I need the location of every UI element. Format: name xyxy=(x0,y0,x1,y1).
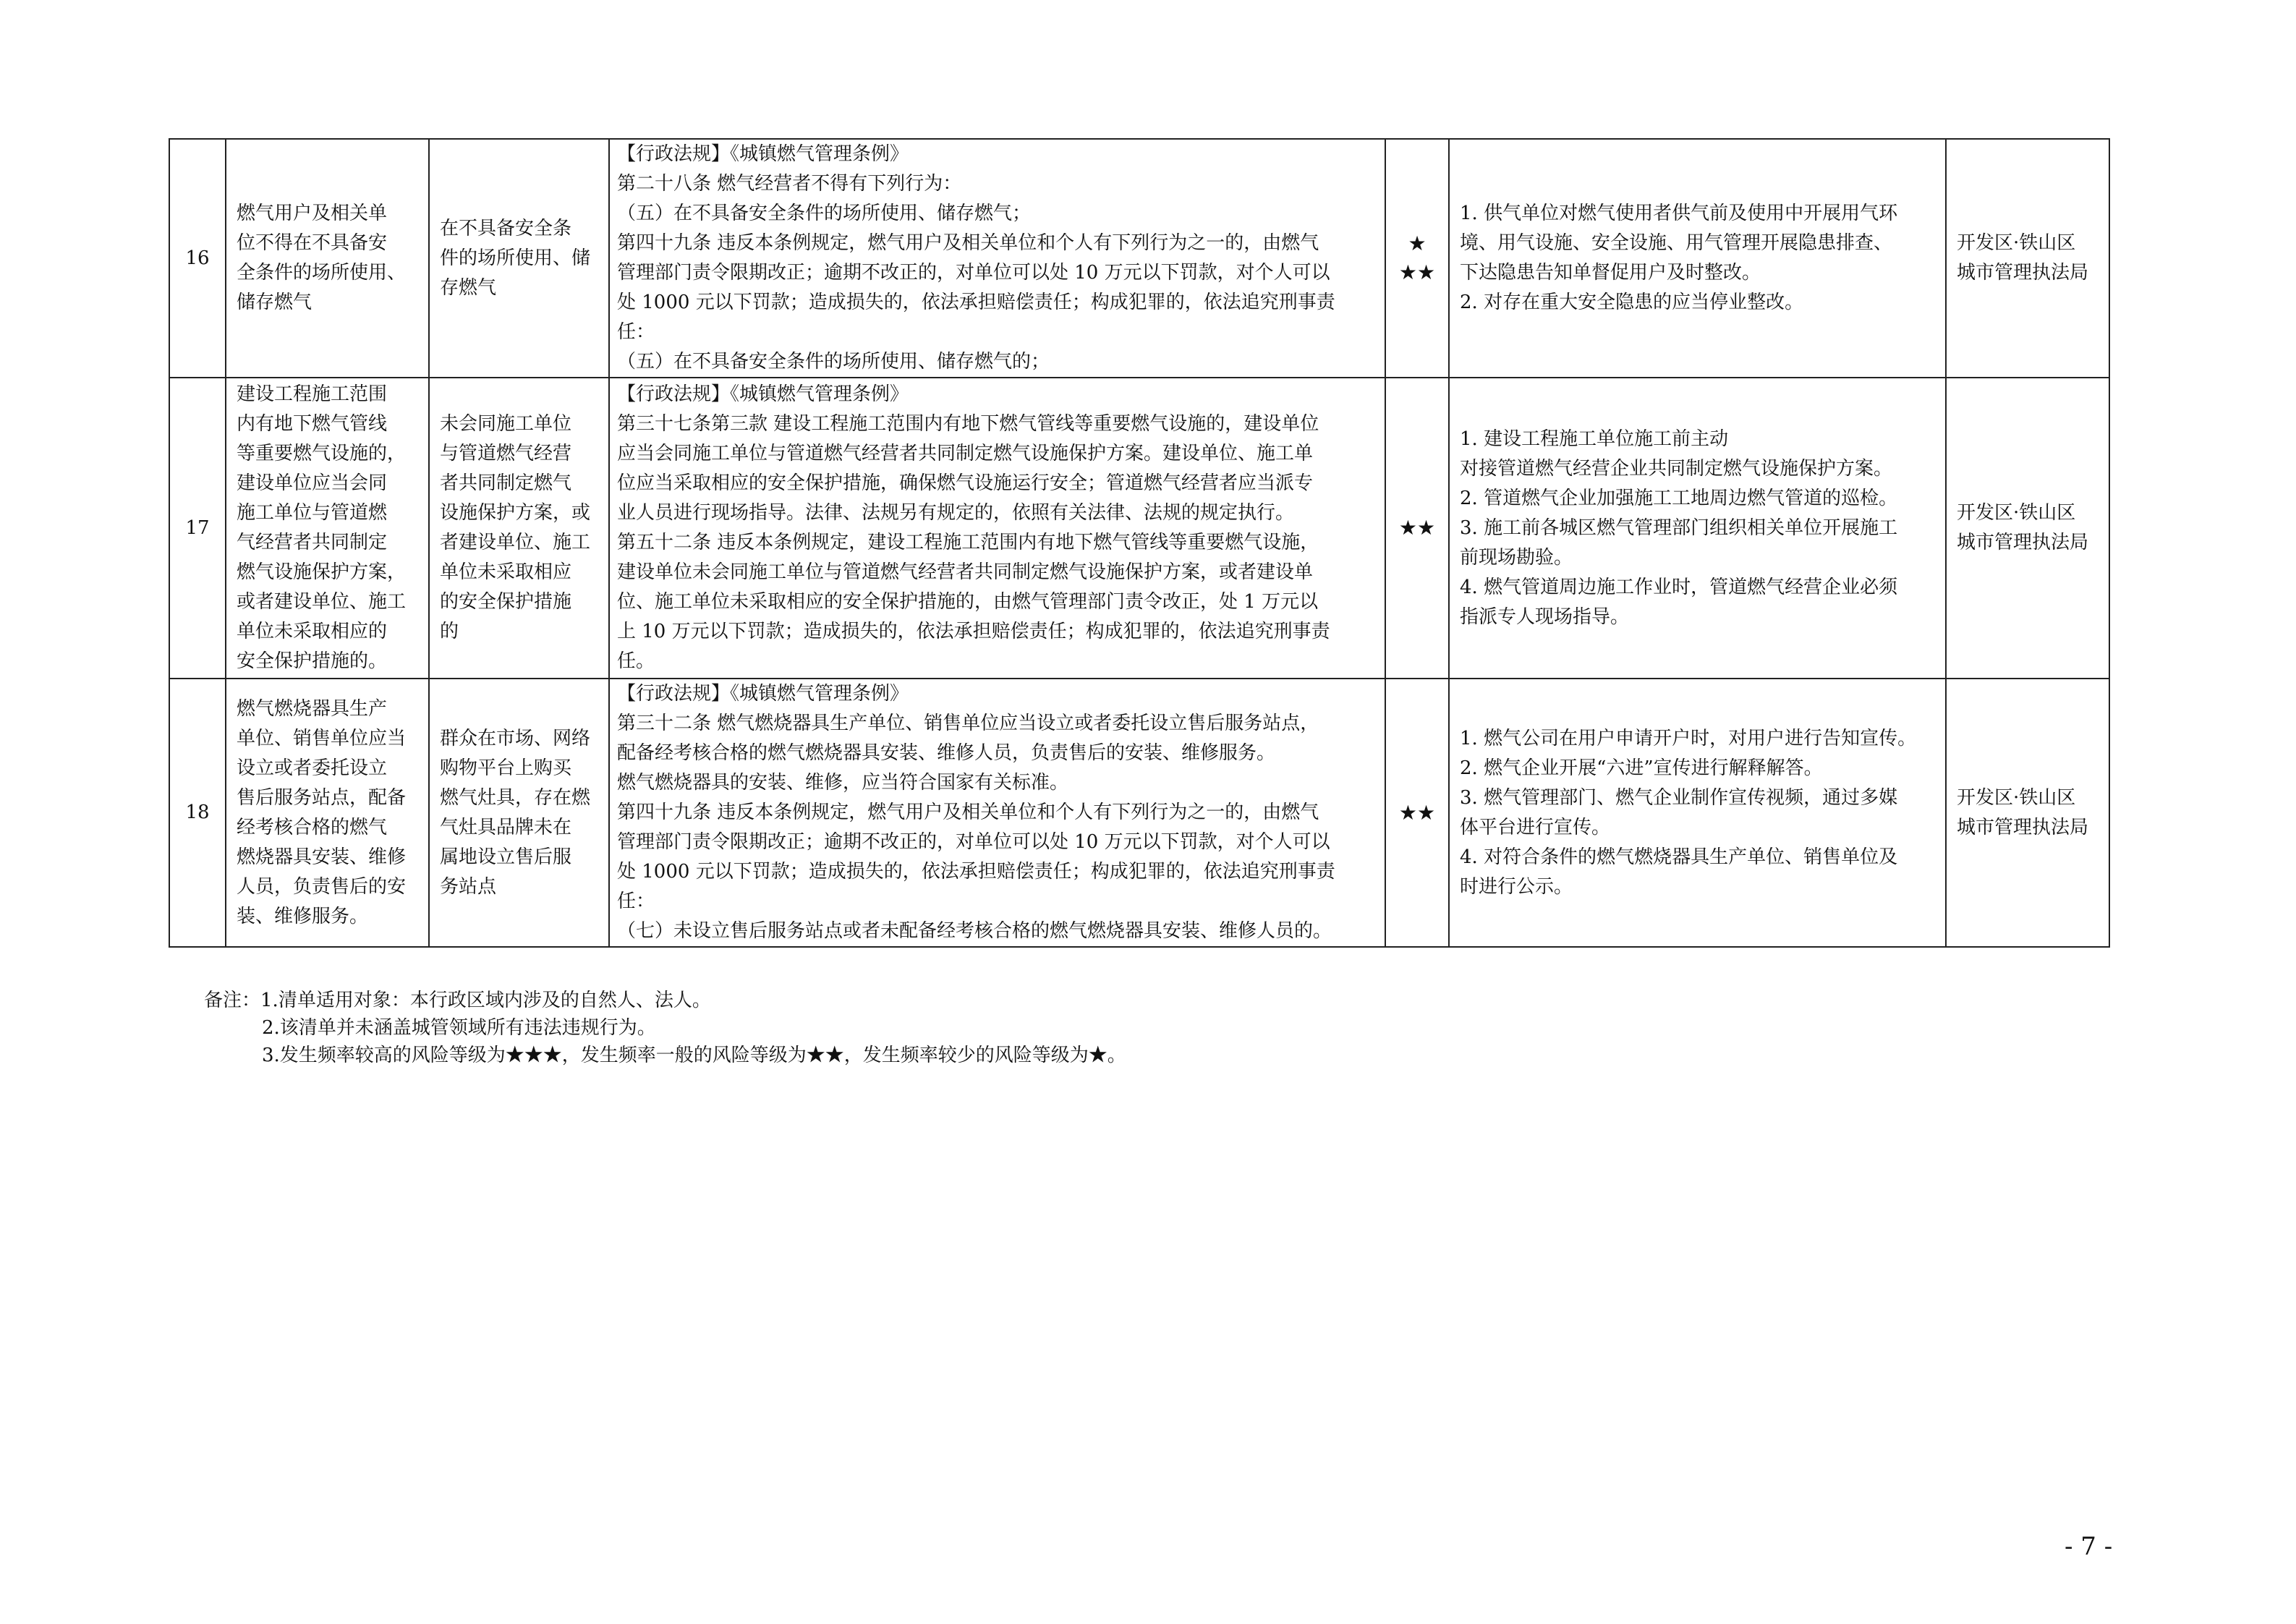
text-line: 处 1000 元以下罚款；造成损失的，依法承担赔偿责任；构成犯罪的，依法追究刑事责 xyxy=(617,292,1335,313)
text-line: 3. 燃气管理部门、燃气企业制作宣传视频，通过多媒 xyxy=(1460,786,1898,809)
row-number-cell xyxy=(169,679,226,947)
legal-basis-cell xyxy=(609,139,1385,378)
text-line: 城市管理执法局 xyxy=(1957,262,2089,284)
text-line: 经考核合格的燃气 xyxy=(237,816,388,838)
row-number: 18 xyxy=(185,802,210,823)
text-line: 燃气燃烧器具的安装、维修，应当符合国家有关标准。 xyxy=(617,772,1069,794)
remarks xyxy=(204,987,1126,1069)
text-line: 位不得在不具备安 xyxy=(237,232,388,254)
typical-case-cell xyxy=(429,378,609,679)
typical-case-cell xyxy=(429,139,609,378)
text-line: 燃气燃烧器具生产 xyxy=(237,697,388,720)
text-line: 未会同施工单位 xyxy=(440,413,572,435)
text-line: 位、施工单位未采取相应的安全保护措施的，由燃气管理部门责令改正，处 1 万元以 xyxy=(617,591,1319,613)
table-row xyxy=(169,378,2109,679)
text-line: 位应当采取相应的安全保护措施，确保燃气设施运行安全；管道燃气经营者应当派专 xyxy=(617,472,1314,494)
text-line: 储存燃气 xyxy=(237,292,312,313)
text-line: 第三十二条 燃气燃烧器具生产单位、销售单位应当设立或者委托设立售后服务站点， xyxy=(617,713,1319,734)
text-line: 【行政法规】《城镇燃气管理条例》 xyxy=(617,143,909,165)
text-line: 任： xyxy=(617,321,655,343)
text-line: 4. 燃气管道周边施工作业时，管道燃气经营企业必须 xyxy=(1460,576,1898,598)
text-line: 施工单位与管道燃 xyxy=(237,502,388,524)
text-line: 人员，负责售后的安 xyxy=(237,875,407,898)
text-line: 上 10 万元以下罚款；造成损失的，依法承担赔偿责任；构成犯罪的，依法追究刑事责 xyxy=(617,621,1330,642)
text-line: 建设单位应当会同 xyxy=(237,472,388,494)
violation-item-cell xyxy=(226,139,429,378)
text-line: 城市管理执法局 xyxy=(1957,532,2089,553)
text-line: 务站点 xyxy=(440,875,497,898)
text-line: （七）未设立售后服务站点或者未配备经考核合格的燃气燃烧器具安装、维修人员的。 xyxy=(617,920,1332,942)
legal-basis-cell xyxy=(609,378,1385,679)
text-line: 安全保护措施的。 xyxy=(237,650,388,672)
page-number: - 7 - xyxy=(2065,1532,2113,1561)
text-line: 全条件的场所使用、 xyxy=(237,262,407,284)
prevention-measures-cell xyxy=(1449,378,1946,679)
remark-line-3 xyxy=(204,1042,1126,1069)
text-line: 燃气灶具，存在燃 xyxy=(440,786,591,809)
text-line: 者建设单位、施工 xyxy=(440,532,591,553)
text-line: 的安全保护措施 xyxy=(440,591,572,613)
text-line: 燃气设施保护方案， xyxy=(237,561,407,583)
text-line: 建设工程施工范围 xyxy=(237,383,388,405)
legal-basis-cell xyxy=(609,679,1385,947)
prevention-measures-cell xyxy=(1449,139,1946,378)
text-line: 在不具备安全条 xyxy=(440,217,572,239)
text-line: 前现场勘验。 xyxy=(1460,546,1573,569)
remark-label: 备注： xyxy=(204,990,261,1011)
row-number: 16 xyxy=(185,247,210,269)
text-line: 开发区·铁山区 xyxy=(1957,786,2076,809)
text-line: 1. 建设工程施工单位施工前主动 xyxy=(1460,428,1729,450)
text-line: 购物平台上购买 xyxy=(440,757,572,779)
text-line: 第四十九条 违反本条例规定，燃气用户及相关单位和个人有下列行为之一的，由燃气 xyxy=(617,802,1319,823)
text-line: 时进行公示。 xyxy=(1460,875,1573,898)
text-line: 设施保护方案，或 xyxy=(440,502,591,524)
text-line: 1. 燃气公司在用户申请开户时，对用户进行告知宣传。 xyxy=(1460,727,1917,749)
text-line: 2. 燃气企业开展“六进”宣传进行解释解答。 xyxy=(1460,757,1823,779)
text-line: 单位、销售单位应当 xyxy=(237,727,407,749)
risk-level-cell xyxy=(1385,679,1449,947)
responsible-department-cell xyxy=(1946,139,2109,378)
text-line: 应当会同施工单位与管道燃气经营者共同制定燃气设施保护方案。建设单位、施工单 xyxy=(617,443,1314,464)
text-line: 设立或者委托设立 xyxy=(237,757,388,779)
text-line: 城市管理执法局 xyxy=(1957,816,2089,838)
row-number-cell xyxy=(169,139,226,378)
text-line: 2. 管道燃气企业加强施工工地周边燃气管道的巡检。 xyxy=(1460,487,1898,509)
violation-item-cell xyxy=(226,378,429,679)
text-line: 建设单位未会同施工单位与管道燃气经营者共同制定燃气设施保护方案，或者建设单 xyxy=(617,561,1314,583)
remark-item: 3.发生频率较高的风险等级为★★★，发生频率一般的风险等级为★★，发生频率较少的风险等级为★。 xyxy=(262,1045,1126,1066)
text-line: 内有地下燃气管线 xyxy=(237,413,388,435)
text-line: 体平台进行宣传。 xyxy=(1460,816,1611,838)
text-line: 者共同制定燃气 xyxy=(440,472,572,494)
risk-stars: ★ xyxy=(1408,231,1427,255)
text-line: 对接管道燃气经营企业共同制定燃气设施保护方案。 xyxy=(1460,457,1893,480)
text-line: 等重要燃气设施的， xyxy=(237,443,407,464)
remark-item: 2.该清单并未涵盖城管领域所有违法违规行为。 xyxy=(262,1017,656,1039)
text-line: 任： xyxy=(617,890,655,912)
text-line: 气经营者共同制定 xyxy=(237,532,388,553)
text-line: 任。 xyxy=(617,650,655,672)
text-line: 4. 对符合条件的燃气燃烧器具生产单位、销售单位及 xyxy=(1460,846,1898,868)
text-line: 售后服务站点，配备 xyxy=(237,786,407,809)
text-line: 1. 供气单位对燃气使用者供气前及使用中开展用气环 xyxy=(1460,203,1898,224)
text-line: 属地设立售后服 xyxy=(440,846,572,868)
text-line: 第三十七条第三款 建设工程施工范围内有地下燃气管线等重要燃气设施的，建设单位 xyxy=(617,413,1319,435)
risk-stars: ★★ xyxy=(1398,800,1436,825)
text-line: 境、用气设施、安全设施、用气管理开展隐患排查、 xyxy=(1460,232,1893,254)
risk-level-cell xyxy=(1385,139,1449,378)
text-line: 管理部门责令限期改正；逾期不改正的，对单位可以处 10 万元以下罚款，对个人可以 xyxy=(617,831,1330,853)
typical-case-cell xyxy=(429,679,609,947)
text-line: 单位未采取相应的 xyxy=(237,621,388,642)
text-line: 配备经考核合格的燃气燃烧器具安装、维修人员，负责售后的安装、维修服务。 xyxy=(617,742,1276,764)
text-line: 业人员进行现场指导。法律、法规另有规定的，依照有关法律、法规的规定执行。 xyxy=(617,502,1295,524)
text-line: 或者建设单位、施工 xyxy=(237,591,407,613)
prevention-measures-cell xyxy=(1449,679,1946,947)
text-line: 第四十九条 违反本条例规定，燃气用户及相关单位和个人有下列行为之一的，由燃气 xyxy=(617,232,1319,254)
text-line: 存燃气 xyxy=(440,276,497,299)
table-row xyxy=(169,679,2109,947)
text-line: 的 xyxy=(440,621,459,642)
risk-list-table xyxy=(169,138,2110,948)
text-line: 【行政法规】《城镇燃气管理条例》 xyxy=(617,383,909,405)
text-line: 第五十二条 违反本条例规定，建设工程施工范围内有地下燃气管线等重要燃气设施， xyxy=(617,532,1319,553)
text-line: 装、维修服务。 xyxy=(237,905,369,927)
text-line: （五）在不具备安全条件的场所使用、储存燃气的； xyxy=(617,351,1050,373)
table-row xyxy=(169,139,2109,378)
risk-level-cell xyxy=(1385,378,1449,679)
text-line: 下达隐患告知单督促用户及时整改。 xyxy=(1460,262,1761,284)
text-line: 开发区·铁山区 xyxy=(1957,232,2076,254)
responsible-department-cell xyxy=(1946,679,2109,947)
remark-line-1 xyxy=(204,987,1126,1014)
text-line: 件的场所使用、储 xyxy=(440,247,591,269)
row-number: 17 xyxy=(185,516,210,539)
row-number-cell xyxy=(169,378,226,679)
text-line: 气灶具品牌未在 xyxy=(440,816,572,838)
text-line: 群众在市场、网络 xyxy=(440,727,591,749)
remark-item: 1.清单适用对象：本行政区域内涉及的自然人、法人。 xyxy=(260,990,711,1011)
text-line: 第二十八条 燃气经营者不得有下列行为： xyxy=(617,173,962,195)
violation-item-cell xyxy=(226,679,429,947)
text-line: 单位未采取相应 xyxy=(440,561,572,583)
remark-line-2 xyxy=(204,1014,1126,1042)
text-line: 燃气用户及相关单 xyxy=(237,203,388,224)
text-line: 与管道燃气经营 xyxy=(440,443,572,464)
text-line: 开发区·铁山区 xyxy=(1957,502,2076,524)
text-line: 燃烧器具安装、维修 xyxy=(237,846,407,868)
text-line: 2. 对存在重大安全隐患的应当停业整改。 xyxy=(1460,292,1804,313)
risk-stars: ★★ xyxy=(1398,516,1436,540)
risk-stars: ★★ xyxy=(1398,260,1436,284)
text-line: 处 1000 元以下罚款；造成损失的，依法承担赔偿责任；构成犯罪的，依法追究刑事责 xyxy=(617,861,1335,883)
text-line: 【行政法规】《城镇燃气管理条例》 xyxy=(617,683,909,705)
text-line: （五）在不具备安全条件的场所使用、储存燃气； xyxy=(617,203,1032,224)
text-line: 管理部门责令限期改正；逾期不改正的，对单位可以处 10 万元以下罚款，对个人可以 xyxy=(617,262,1330,284)
text-line: 3. 施工前各城区燃气管理部门组织相关单位开展施工 xyxy=(1460,516,1898,539)
text-line: 指派专人现场指导。 xyxy=(1460,605,1630,628)
responsible-department-cell xyxy=(1946,378,2109,679)
